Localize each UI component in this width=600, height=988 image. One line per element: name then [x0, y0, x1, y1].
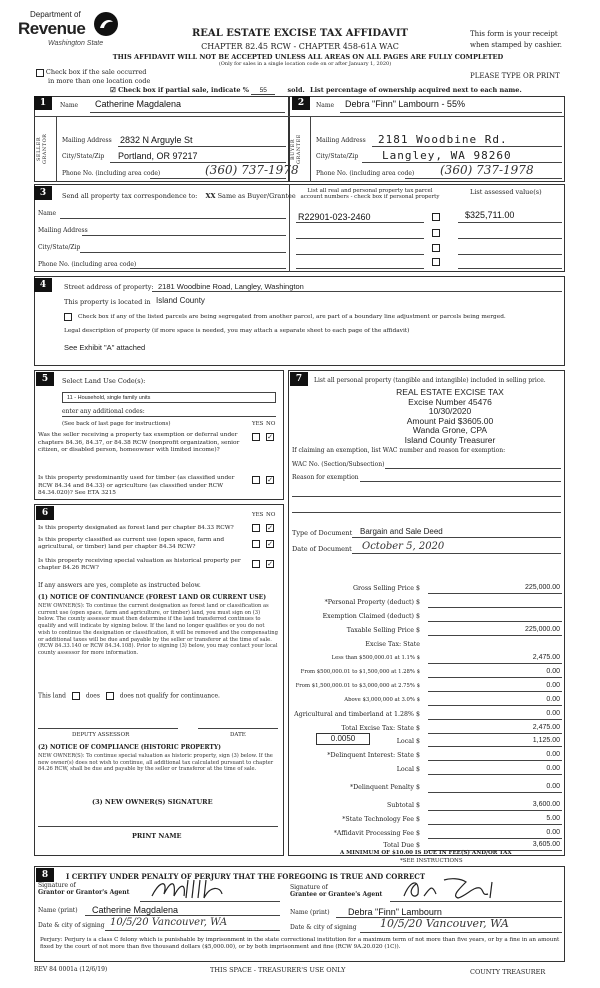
- legal-label: Legal description of property (if more space is needed, you may attach a separate sheet to each page of the affidavit): [64, 328, 410, 334]
- dor-logo: [18, 10, 128, 54]
- section-6-q3: Is this property receiving special valuation as historical property per chapter 84.26 RCW?: [38, 558, 241, 571]
- multi-location-row: [36, 68, 150, 85]
- local-rate-box[interactable]: 0.0050: [316, 733, 370, 745]
- doc-date[interactable]: October 5, 2020: [362, 541, 445, 552]
- calc-row-line: [428, 593, 562, 594]
- deputy-assessor-label: DEPUTY ASSESSOR: [72, 732, 130, 738]
- segregated-text: Check box if any of the listed parcels are being segregated from another parcel, are part of a boundary line adjustment or parcels being merged.: [78, 314, 506, 320]
- calc-row-label: *State Technology Fee $: [342, 816, 420, 823]
- section-2-side-label: BUYER GRANTEE: [290, 134, 302, 164]
- parcel-4-checkbox[interactable]: [432, 258, 440, 266]
- partial-sale-row: [110, 86, 305, 95]
- calc-row-value[interactable]: 225,000.00: [524, 626, 560, 633]
- grantor-signature[interactable]: [150, 876, 260, 902]
- seller-phone[interactable]: (360) 737-1978: [205, 163, 299, 177]
- calc-row-line: [428, 677, 562, 678]
- calc-row-label: Above $3,000,000 at 3.0% $: [344, 697, 420, 703]
- grantor-date-city[interactable]: 10/5/20 Vancouver, WA: [110, 917, 228, 928]
- calc-row-value[interactable]: 0.00: [546, 682, 560, 689]
- multi-location-label: Check box if the sale occurred: [45, 68, 147, 76]
- owner-signature-label: (3) NEW OWNER(S) SIGNATURE: [92, 798, 213, 806]
- partial-sale-checkbox[interactable]: ☑: [110, 86, 116, 94]
- calc-row-label: From $1,500,000.01 to $3,000,000 at 2.75% $: [295, 683, 420, 689]
- calc-row-value[interactable]: 1,125.00: [532, 737, 560, 744]
- send-label: Send all property tax correspondence to:: [62, 192, 198, 200]
- calc-row-line: [428, 719, 562, 720]
- seller-name-label: Name: [60, 102, 79, 109]
- section-6-no: NO: [266, 512, 276, 518]
- does-not-checkbox[interactable]: [106, 692, 114, 700]
- calc-row-line: [428, 792, 562, 793]
- calc-row-value[interactable]: 5.00: [546, 815, 560, 822]
- same-as-label: Same as Buyer/Grantee: [217, 192, 296, 200]
- grantor-date-label: Date & city of signing: [38, 922, 105, 929]
- form-title: REAL ESTATE EXCISE TAX AFFIDAVIT: [192, 28, 408, 39]
- section-5-q2-yes[interactable]: [252, 476, 260, 484]
- calc-row-value[interactable]: 0.00: [546, 710, 560, 717]
- section-5-q1: Was the seller receiving a property tax exemption or deferral under chapters 84.36, 84.37, or 84.38 RCW (nonprofit organization, senior citizen, or disabled person, homeowner with limited income)?: [38, 432, 240, 453]
- parcel-number[interactable]: R22901-023-2460: [298, 212, 371, 222]
- section-5-q2-no[interactable]: ✓: [267, 476, 273, 484]
- print-name-label: PRINT NAME: [132, 832, 182, 840]
- receipt-note-2: when stamped by cashier.: [470, 41, 562, 49]
- grantee-date-city[interactable]: 10/5/20 Vancouver, WA: [380, 917, 509, 930]
- if-yes-note: If any answers are yes, complete as instructed below.: [38, 582, 201, 589]
- calc-row-line: [428, 733, 562, 734]
- buyer-phone-label: Phone No. (including area code): [316, 170, 415, 177]
- same-as-mark[interactable]: XX: [205, 192, 216, 200]
- grantee-name-label: Name (print): [290, 909, 330, 916]
- doc-type[interactable]: Bargain and Sale Deed: [360, 527, 443, 536]
- qualify-row: [38, 692, 220, 700]
- form-warning: THIS AFFIDAVIT WILL NOT BE ACCEPTED UNLESS ALL AREAS ON ALL PAGES ARE FULLY COMPLETED: [112, 53, 504, 61]
- dor-logo-icon: [94, 12, 118, 36]
- type-or-print: PLEASE TYPE OR PRINT: [470, 72, 560, 80]
- calc-row-value[interactable]: 0.00: [546, 765, 560, 772]
- calc-row-line: [428, 774, 562, 775]
- calc-row-label: From $500,000.01 to $1,500,000 at 1.28% $: [300, 669, 420, 675]
- calc-row-label: Less than $500,000.01 at 1.1% $: [331, 655, 420, 661]
- section-5-q1-yes[interactable]: [252, 433, 260, 441]
- land-use-label: Select Land Use Code(s):: [62, 377, 146, 385]
- grantor-sig-label: [38, 882, 129, 896]
- ownership-list-note: List percentage of ownership acquired next to each name.: [310, 86, 522, 94]
- minimum-note: A MINIMUM OF $10.00 IS DUE IN FEE(S) AND/OR TAX: [340, 850, 512, 856]
- calc-row-value[interactable]: 0.00: [546, 751, 560, 758]
- calc-row-label: Total Due $: [383, 842, 420, 849]
- section-6-q2-yes[interactable]: [252, 540, 260, 548]
- agency-label: Department of: [30, 10, 81, 19]
- calc-row-line: [428, 705, 562, 706]
- notice-1-text: NEW OWNER(S): To continue the current designation as forest land or classification as current use (open space, farm and agriculture, or timber) land, you must sign on (3) below. The county assessor must then determine if the land transferred continues to qualify and will indicate by signing below. If the land no longer qualifies or you do not wish to continue the designation or classification, it will be removed and the compensating or additional taxes will be due and payable by the seller or transferor at the time of sale. (RCW 84.33.140 or RCW 84.34.108). Prior to signing (3) below, you may contact your local county assessor for more information.: [38, 603, 278, 656]
- calc-row-value[interactable]: 3,605.00: [532, 841, 560, 848]
- does-label: does: [85, 692, 100, 700]
- calc-row-value[interactable]: 3,600.00: [532, 801, 560, 808]
- section-5-number: 5: [36, 372, 54, 386]
- calc-row-label: Local $: [396, 766, 420, 773]
- section-6-q1: Is this property designated as forest land per chapter 84.33 RCW?: [38, 525, 234, 531]
- grantor-name[interactable]: Catherine Magdalena: [92, 905, 179, 915]
- assessed-value[interactable]: $325,711.00: [465, 210, 515, 220]
- calc-row-label: Total Excise Tax: State $: [341, 725, 420, 732]
- notice-2-title: (2) NOTICE OF COMPLIANCE (HISTORIC PROPERTY): [38, 744, 221, 751]
- section-5-yes: YES: [252, 421, 264, 427]
- section-3-number: 3: [34, 186, 52, 200]
- multi-location-checkbox[interactable]: [36, 69, 44, 77]
- land-use-select[interactable]: 11 - Household, single family units: [62, 392, 276, 403]
- section-6-yes: YES: [252, 512, 264, 518]
- this-land-label: This land: [38, 692, 66, 700]
- county-treasurer-label: COUNTY TREASURER: [470, 968, 546, 976]
- grantee-signature[interactable]: [400, 874, 520, 902]
- doc-type-label: Type of Document: [292, 529, 353, 537]
- calc-row-line: [428, 760, 562, 761]
- calc-row-label: *Delinquent Interest: State $: [327, 752, 420, 759]
- county[interactable]: Island County: [156, 296, 205, 305]
- grantee-date-label: Date & city of signing: [290, 924, 357, 931]
- reason-label: Reason for exemption: [292, 474, 359, 481]
- segregated-checkbox[interactable]: [64, 313, 72, 321]
- section-3-send-label: [62, 192, 296, 200]
- calc-row-line: [428, 838, 562, 839]
- buyer-name[interactable]: Debra "Finn" Lambourn - 55%: [345, 99, 465, 109]
- grantor-name-label: Name (print): [38, 907, 78, 914]
- section-6-q3-no[interactable]: ✓: [267, 560, 273, 568]
- calc-row-label: Local $: [396, 738, 420, 745]
- stamp-line-3: 10/30/2020: [428, 406, 472, 417]
- seller-mailing[interactable]: 2832 N Arguyle St: [120, 135, 193, 145]
- notice-2-text: NEW OWNER(S): To continue special valuation as historic property, sign (3) below. If the new owner(s) does not wish to continue, all additional tax calculated pursuant to chapter 84.26 RCW, shall be due and payable by the seller or transferor at the time of sale.: [38, 753, 274, 773]
- buyer-city-label: City/State/Zip: [316, 153, 359, 160]
- form-id: REV 84 0001a (12/6/19): [34, 966, 108, 973]
- calc-row-line: [428, 607, 562, 608]
- calc-row-line: [428, 621, 562, 622]
- form-subwarning: (Only for sales in a single location code on or after January 1, 2020): [218, 61, 392, 67]
- see-back-note: (See back of last page for instructions): [62, 421, 171, 427]
- corr-city-label: City/State/Zip: [38, 244, 81, 251]
- calc-row-value[interactable]: 0.00: [546, 668, 560, 675]
- stamp-line-4: Amount Paid $3605.00: [406, 415, 494, 426]
- stamp-line-2: Excise Number 45476: [408, 396, 492, 407]
- calc-row-label: *Affidavit Processing Fee $: [333, 830, 420, 837]
- treasurer-space-note: THIS SPACE - TREASURER'S USE ONLY: [210, 966, 346, 974]
- legal-description[interactable]: See Exhibit "A" attached: [64, 343, 146, 352]
- agency-name: Revenue: [18, 19, 86, 38]
- seller-city[interactable]: Portland, OR 97217: [118, 151, 198, 161]
- agency-state: Washington State: [48, 40, 104, 47]
- corr-mailing-label: Mailing Address: [38, 227, 88, 234]
- calc-row-label: Agricultural and timberland at 1.28% $: [294, 711, 420, 718]
- street-label: Street address of property:: [64, 283, 154, 291]
- stamp-line-6: Island County Treasurer: [404, 434, 496, 445]
- buyer-city[interactable]: Langley, WA 98260: [382, 149, 512, 162]
- section-6-q1-yes[interactable]: [252, 524, 260, 532]
- section-5-q2: Is this property predominantly used for timber (as classified under RCW 84.34 and 84.33) or agriculture (as classified under RCW 84.34.020)? See ETA 3215: [38, 475, 235, 496]
- multi-location-label-2: in more than one location code: [48, 76, 151, 85]
- certify-text: I CERTIFY UNDER PENALTY OF PERJURY THAT THE FOREGOING IS TRUE AND CORRECT: [66, 872, 426, 881]
- calc-row-line: [428, 824, 562, 825]
- exemption-label: If claiming an exemption, list WAC number and reason for exemption:: [292, 447, 506, 454]
- calc-row-label: *Delinquent Penalty $: [349, 784, 420, 791]
- buyer-phone[interactable]: (360) 737-1978: [440, 163, 534, 177]
- section-6-q2: Is this property classified as current use (open space, farm and agricultural, or timber) land per chapter 84.34 RCW?: [38, 537, 225, 550]
- parcel-2-checkbox[interactable]: [432, 229, 440, 237]
- buyer-name-label: Name: [316, 102, 335, 109]
- perjury-text: [40, 937, 562, 951]
- stamp-line-1: REAL ESTATE EXCISE TAX: [396, 387, 504, 397]
- section-6-q1-no[interactable]: ✓: [267, 524, 273, 532]
- calc-row-value[interactable]: 0.00: [546, 696, 560, 703]
- assessor-date-label: DATE: [230, 732, 246, 738]
- section-5-no: NO: [266, 421, 276, 427]
- calc-row-line: [428, 810, 562, 811]
- grantee-name[interactable]: Debra "Finn" Lambourn: [348, 907, 442, 917]
- seller-city-label: City/State/Zip: [62, 153, 105, 160]
- partial-sale-percent[interactable]: 55: [251, 87, 275, 95]
- personal-property-header: List all personal property (tangible and intangible) included in selling price.: [314, 377, 546, 384]
- buyer-mailing[interactable]: 2181 Woodbine Rd.: [378, 133, 508, 146]
- see-instructions: *SEE INSTRUCTIONS: [400, 858, 463, 864]
- grantee-sig-label-2: Grantee or Grantee's Agent: [290, 891, 383, 898]
- section-6-q3-yes[interactable]: [252, 560, 260, 568]
- section-1-number: 1: [34, 96, 52, 110]
- additional-codes-label: enter any additional codes:: [62, 408, 145, 415]
- section-8-number: 8: [36, 868, 54, 882]
- section-6-number: 6: [36, 506, 54, 520]
- section-1-side-label: SELLER GRANTOR: [36, 133, 48, 165]
- grantor-sig-label-1: Signature of: [38, 882, 76, 889]
- calc-row-value[interactable]: 2,475.00: [532, 654, 560, 661]
- corr-name-label: Name: [38, 210, 57, 217]
- buyer-mailing-label: Mailing Address: [316, 137, 366, 144]
- seller-mailing-label: Mailing Address: [62, 137, 112, 144]
- calc-row-value[interactable]: 2,475.00: [532, 724, 560, 731]
- calc-row-label: Taxable Selling Price $: [346, 627, 420, 634]
- grantor-sig-label-2: Grantor or Grantor's Agent: [38, 889, 130, 896]
- calc-row-value[interactable]: 0.00: [546, 829, 560, 836]
- doc-date-label: Date of Document: [292, 545, 352, 553]
- calc-row-label: Subtotal $: [386, 802, 420, 809]
- calc-row-label: Exemption Claimed (deduct) $: [322, 613, 420, 620]
- corr-phone-label: Phone No. (including area code): [38, 261, 137, 268]
- receipt-note-1: This form is your receipt: [470, 30, 558, 38]
- stamp-line-5: Wanda Grone, CPA: [412, 425, 488, 436]
- notice-1-title: (1) NOTICE OF CONTINUANCE (FOREST LAND OR CURRENT USE): [38, 594, 267, 601]
- does-not-label: does not qualify for continuance.: [119, 692, 220, 700]
- wac-label: WAC No. (Section/Subsection): [292, 461, 385, 468]
- section-2-number: 2: [292, 96, 310, 110]
- assessed-header: List assessed value(s): [470, 188, 542, 196]
- calc-row-label: Gross Selling Price $: [353, 585, 420, 592]
- form-chapter: CHAPTER 82.45 RCW - CHAPTER 458-61A WAC: [201, 42, 399, 51]
- section-5-q1-no[interactable]: ✓: [267, 433, 273, 441]
- parcel-1-checkbox[interactable]: [432, 213, 440, 221]
- parcel-3-checkbox[interactable]: [432, 244, 440, 252]
- calc-row-label: Excise Tax: State: [365, 641, 420, 648]
- perjury-statement: Perjury: Perjury is a class C felony which is punishable by imprisonment in the state correctional institution for a maximum term of not more than five years, or by a fine in an amount fixed by the court of not more than five thousand dollars ($5,000.00), or by both imprisonment and fine (RCW 9A.20.020 (1C)).: [40, 937, 560, 950]
- treasurer-stamp: [370, 388, 530, 446]
- section-7-number: 7: [290, 372, 308, 386]
- county-label: This property is located in: [64, 298, 151, 306]
- calc-row-line: [428, 746, 562, 747]
- grantee-sig-label-1: Signature of: [290, 884, 328, 891]
- seller-name[interactable]: Catherine Magdalena: [95, 99, 182, 109]
- seller-phone-label: Phone No. (including area code): [62, 170, 161, 177]
- sold-label: sold.: [287, 86, 305, 94]
- does-checkbox[interactable]: [72, 692, 80, 700]
- calc-row-value[interactable]: 0.00: [546, 783, 560, 790]
- calc-row-line: [428, 691, 562, 692]
- calc-row-line: [428, 635, 562, 636]
- calc-row-label: *Personal Property (deduct) $: [324, 599, 420, 606]
- calc-row-value[interactable]: 225,000.00: [524, 584, 560, 591]
- section-6-q2-no[interactable]: ✓: [267, 540, 273, 548]
- partial-sale-label: Check box if partial sale, indicate %: [118, 86, 249, 94]
- parcel-header: List all real and personal property tax parcel account numbers - check box if personal property: [300, 188, 440, 200]
- calc-row-line: [428, 663, 562, 664]
- section-4-number: 4: [34, 278, 52, 292]
- grantee-sig-label: [290, 884, 382, 898]
- street-address[interactable]: 2181 Woodbine Road, Langley, Washington: [158, 282, 304, 291]
